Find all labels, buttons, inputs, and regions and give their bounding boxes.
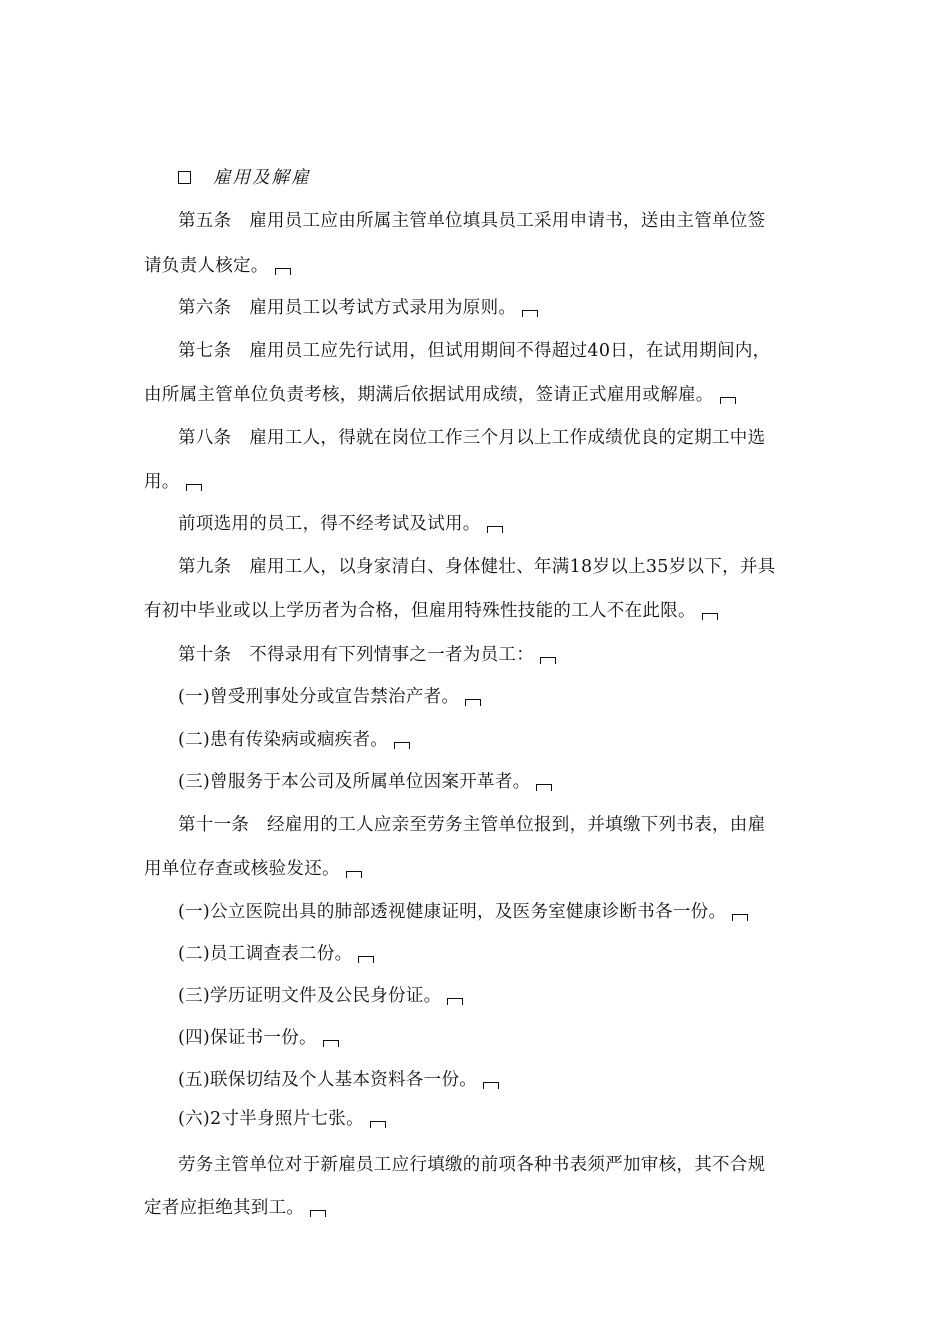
article-11-item-3	[178, 986, 463, 1006]
text-line: 由所属主管单位负责考核，期满后依据试用成绩，签请正式雇用或解雇。	[144, 385, 714, 405]
article-11-item-6	[178, 1109, 386, 1129]
section-heading	[178, 168, 311, 188]
article-9-line-2	[144, 601, 718, 621]
article-6	[178, 298, 538, 318]
paragraph-mark-icon	[323, 1040, 339, 1047]
paragraph-mark-icon	[483, 1082, 499, 1089]
text-line: (一)公立医院出具的肺部透视健康证明，及医务室健康诊断书各一份。	[178, 902, 727, 922]
paragraph-mark-icon	[358, 956, 374, 963]
paragraph-mark-icon	[275, 268, 291, 275]
paragraph-mark-icon	[702, 613, 718, 620]
paragraph-mark-icon	[346, 871, 362, 878]
paragraph-mark-icon	[394, 742, 410, 749]
text-line: (二)员工调查表二份。	[178, 944, 353, 964]
article-11-item-5	[178, 1070, 499, 1090]
paragraph-mark-icon	[540, 657, 556, 664]
article-7-line-1	[178, 341, 770, 361]
text-line: 有初中毕业或以上学历者为合格，但雇用特殊性技能的工人不在此限。	[144, 601, 696, 621]
text-line: (六)2寸半身照片七张。	[178, 1109, 364, 1129]
article-10	[178, 645, 556, 665]
article-7-line-2	[144, 385, 736, 405]
text-line: (五)联保切结及个人基本资料各一份。	[178, 1070, 478, 1090]
text-line: 第九条 雇用工人，以身家清白、身体健壮、年满18岁以上35岁以下，并具	[178, 557, 776, 577]
paragraph-mark-icon	[310, 1210, 326, 1217]
text-line: 用单位存查或核验发还。	[144, 859, 340, 879]
checkbox-icon	[178, 171, 191, 184]
text-line: (二)患有传染病或痼疾者。	[178, 730, 389, 750]
text-line: 请负责人核定。	[144, 256, 269, 276]
paragraph-mark-icon	[447, 998, 463, 1005]
article-10-item-3	[178, 772, 552, 792]
paragraph-mark-icon	[536, 784, 552, 791]
text-line: 用。	[144, 472, 180, 492]
text-line: 第六条 雇用员工以考试方式录用为原则。	[178, 298, 517, 318]
text-line: 劳务主管单位对于新雇员工应行填缴的前项各种书表须严加审核，其不合规	[178, 1155, 766, 1175]
text-line: 定者应拒绝其到工。	[144, 1198, 305, 1218]
article-11-item-4	[178, 1028, 339, 1048]
article-8-note	[178, 514, 503, 534]
text-line: 第十一条 经雇用的工人应亲至劳务主管单位报到，并填缴下列书表，由雇	[178, 815, 766, 835]
text-line: 前项选用的员工，得不经考试及试用。	[178, 514, 481, 534]
closing-paragraph-line-1	[178, 1155, 765, 1175]
paragraph-mark-icon	[522, 310, 538, 317]
article-11-line-2	[144, 859, 362, 879]
article-8-line-2	[144, 472, 202, 492]
text-line: 第五条 雇用员工应由所属主管单位填具员工采用申请书，送由主管单位签	[178, 211, 766, 231]
paragraph-mark-icon	[465, 699, 481, 706]
article-10-item-2	[178, 730, 410, 750]
article-11-line-1	[178, 815, 765, 835]
paragraph-mark-icon	[370, 1121, 386, 1128]
paragraph-mark-icon	[720, 397, 736, 404]
closing-paragraph-line-2	[144, 1198, 326, 1218]
paragraph-mark-icon	[732, 914, 748, 921]
section-title: 雇用及解雇	[213, 168, 311, 188]
text-line: (三)学历证明文件及公民身份证。	[178, 986, 442, 1006]
article-9-line-1	[178, 557, 776, 577]
text-line: 第八条 雇用工人，得就在岗位工作三个月以上工作成绩优良的定期工中选	[178, 428, 766, 448]
paragraph-mark-icon	[487, 526, 503, 533]
text-line: (四)保证书一份。	[178, 1028, 317, 1048]
text-line: 第七条 雇用员工应先行试用，但试用期间不得超过40日，在试用期间内，	[178, 341, 771, 361]
text-line: (三)曾服务于本公司及所属单位因案开革者。	[178, 772, 531, 792]
text-line: 第十条 不得录用有下列情事之一者为员工：	[178, 645, 534, 665]
article-5-line-1	[178, 211, 765, 231]
article-5-line-2	[144, 256, 291, 276]
article-11-item-1	[178, 902, 748, 922]
article-8-line-1	[178, 428, 765, 448]
paragraph-mark-icon	[186, 484, 202, 491]
text-line: (一)曾受刑事处分或宣告禁治产者。	[178, 687, 460, 707]
article-11-item-2	[178, 944, 374, 964]
article-10-item-1	[178, 687, 481, 707]
